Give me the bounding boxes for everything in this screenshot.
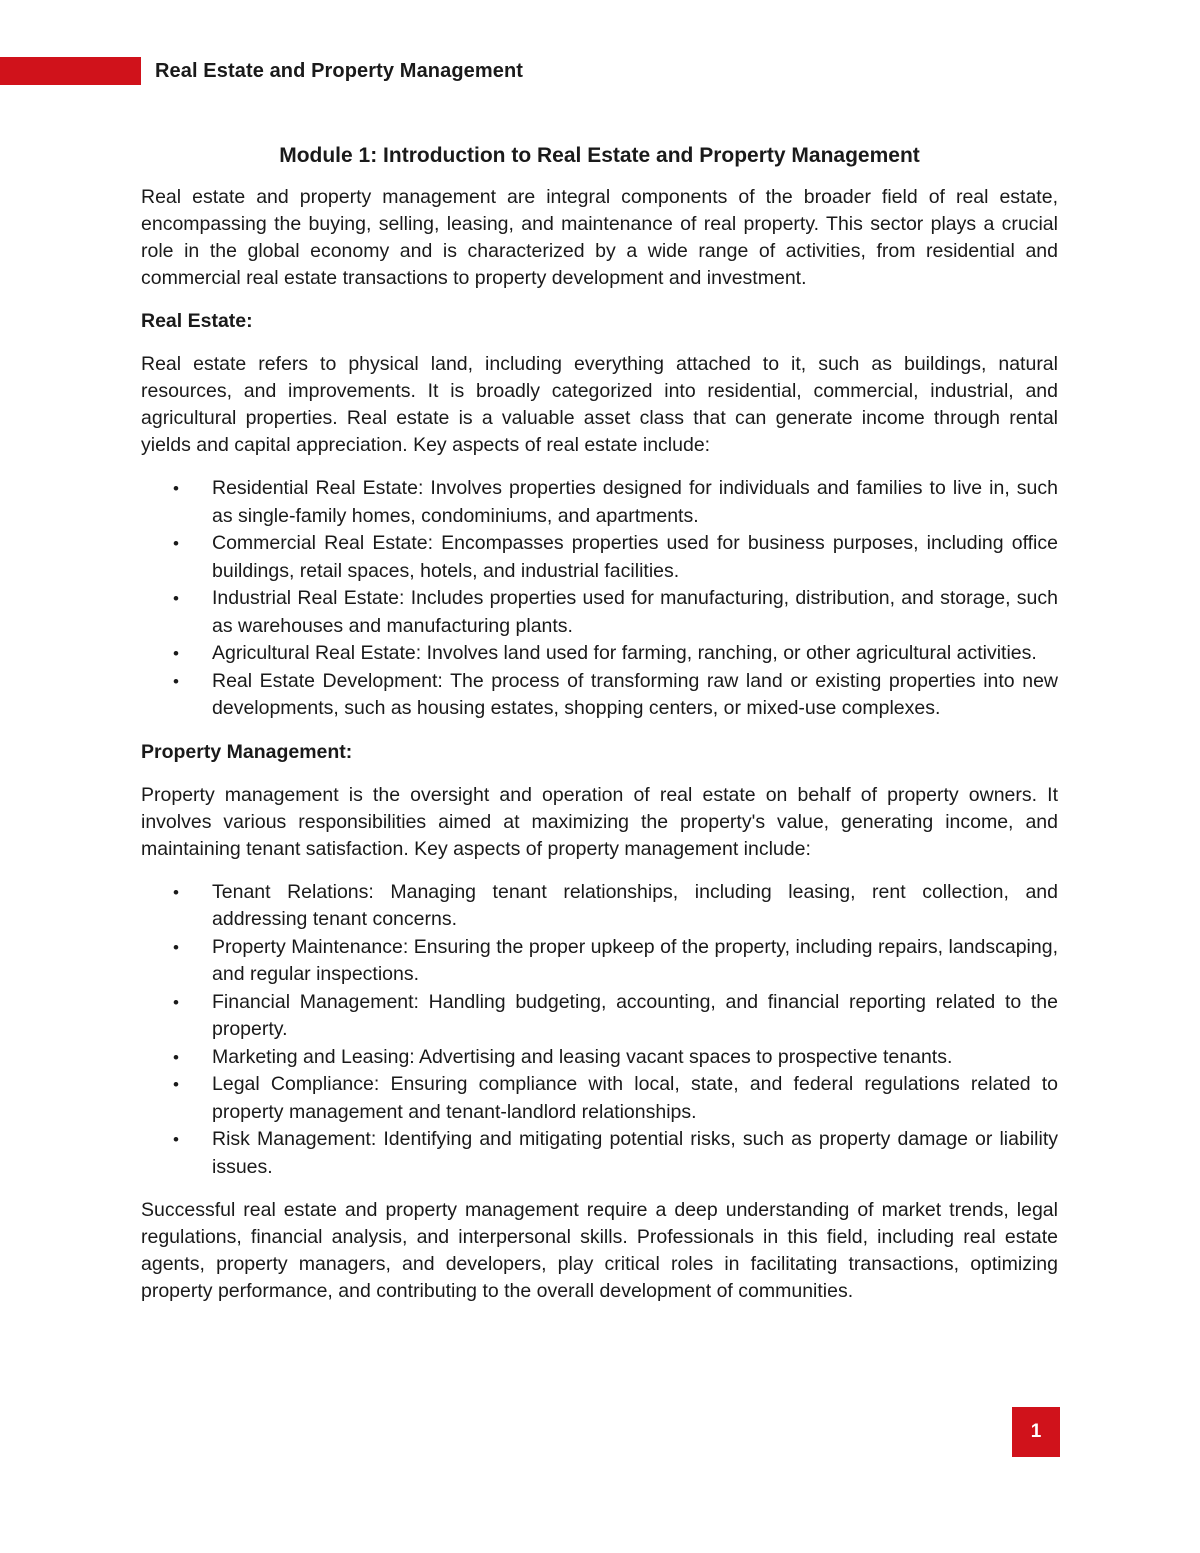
bullet-icon: • bbox=[173, 479, 179, 498]
list-item bbox=[141, 475, 1058, 530]
list-item bbox=[141, 640, 1058, 668]
property-management-paragraph: Property management is the oversight and operation of real estate on behalf of property owners. It involves various responsibilities aimed at maximizing the property's value, generating income, and maintaining tenant satisfaction. Key aspects of property management include: bbox=[141, 783, 1058, 860]
closing-paragraph: Successful real estate and property management require a deep understanding of market trends, legal regulations, financial analysis, and interpersonal skills. Professionals in this field, including real estate agents, property managers, and developers, play critical roles in facilitating transactions, optimizing property performance, and contributing to the overall development of communities. bbox=[141, 1199, 1058, 1302]
list-item-text: Risk Management: Identifying and mitigating potential risks, such as property damage or liability issues. bbox=[212, 1128, 1058, 1178]
real-estate-list bbox=[141, 475, 1058, 723]
property-management-list bbox=[141, 879, 1058, 1182]
bullet-icon: • bbox=[173, 671, 179, 691]
real-estate-heading: Real Estate: bbox=[141, 310, 253, 332]
page-number: 1 bbox=[1012, 1407, 1060, 1457]
list-item bbox=[141, 934, 1058, 989]
real-estate-paragraph: Real estate refers to physical land, including everything attached to it, such as buildings, natural resources, and improvements. It is broadly categorized into residential, commercial, industrial, and agricultural properties. Real estate is a valuable asset class that can generate income through rental yields and capital appreciation. Key aspects of real estate include: bbox=[141, 353, 1058, 456]
list-item bbox=[141, 585, 1058, 640]
list-item-text: Residential Real Estate: Involves properties designed for individuals and families to live in, such as single-family homes, condominiums, and apartments. bbox=[212, 477, 1058, 527]
property-management-heading: Property Management: bbox=[141, 740, 353, 763]
bullet-icon: • bbox=[173, 644, 179, 663]
list-item bbox=[141, 530, 1058, 585]
list-item-text: Financial Management: Handling budgeting, accounting, and financial reporting related to the property. bbox=[212, 990, 1058, 1040]
bullet-icon: • bbox=[173, 534, 179, 553]
list-item bbox=[141, 668, 1058, 723]
list-item-text: Tenant Relations: Managing tenant relationships, including leasing, rent collection, and addressing tenant concerns. bbox=[212, 880, 1058, 930]
bullet-icon: • bbox=[173, 1130, 179, 1149]
bullet-icon: • bbox=[173, 589, 179, 608]
list-item bbox=[141, 1071, 1058, 1126]
intro-paragraph: Real estate and property management are integral components of the broader field of real estate, encompassing the buying, selling, leasing, and maintenance of real property. This sector plays a crucial role in the global economy and is characterized by a wide range of activities, from residential and commercial real estate transactions to property development and investment. bbox=[141, 186, 1058, 289]
list-item-text: Industrial Real Estate: Includes properties used for manufacturing, distribution, and storage, such as warehouses and manufacturing plants. bbox=[212, 587, 1058, 637]
list-item bbox=[141, 989, 1058, 1044]
list-item-text: Property Maintenance: Ensuring the proper upkeep of the property, including repairs, landscaping, and regular inspections. bbox=[212, 935, 1058, 985]
list-item bbox=[141, 879, 1058, 934]
list-item-text: Agricultural Real Estate: Involves land used for farming, ranching, or other agricultural activities. bbox=[212, 642, 1037, 664]
header-title: Real Estate and Property Management bbox=[155, 60, 524, 82]
list-item-text: Legal Compliance: Ensuring compliance with local, state, and federal regulations related to property management and tenant-landlord relationships. bbox=[212, 1073, 1058, 1123]
header-accent-bar bbox=[0, 57, 141, 85]
list-item-text: Commercial Real Estate: Encompasses properties used for business purposes, including office buildings, retail spaces, hotels, and industrial facilities. bbox=[212, 532, 1058, 582]
bullet-icon: • bbox=[173, 1047, 179, 1067]
list-item bbox=[141, 1126, 1058, 1181]
module-title: Module 1: Introduction to Real Estate and Property Management bbox=[279, 144, 920, 167]
list-item-text: Real Estate Development: The process of transforming raw land or existing properties into new developments, such as housing estates, shopping centers, or mixed-use complexes. bbox=[212, 669, 1058, 719]
bullet-icon: • bbox=[173, 882, 179, 902]
bullet-icon: • bbox=[173, 992, 179, 1012]
document-body bbox=[141, 142, 1058, 1321]
list-item-text: Marketing and Leasing: Advertising and leasing vacant spaces to prospective tenants. bbox=[212, 1045, 953, 1068]
bullet-icon: • bbox=[173, 937, 179, 957]
bullet-icon: • bbox=[173, 1075, 179, 1094]
list-item bbox=[141, 1044, 1058, 1072]
